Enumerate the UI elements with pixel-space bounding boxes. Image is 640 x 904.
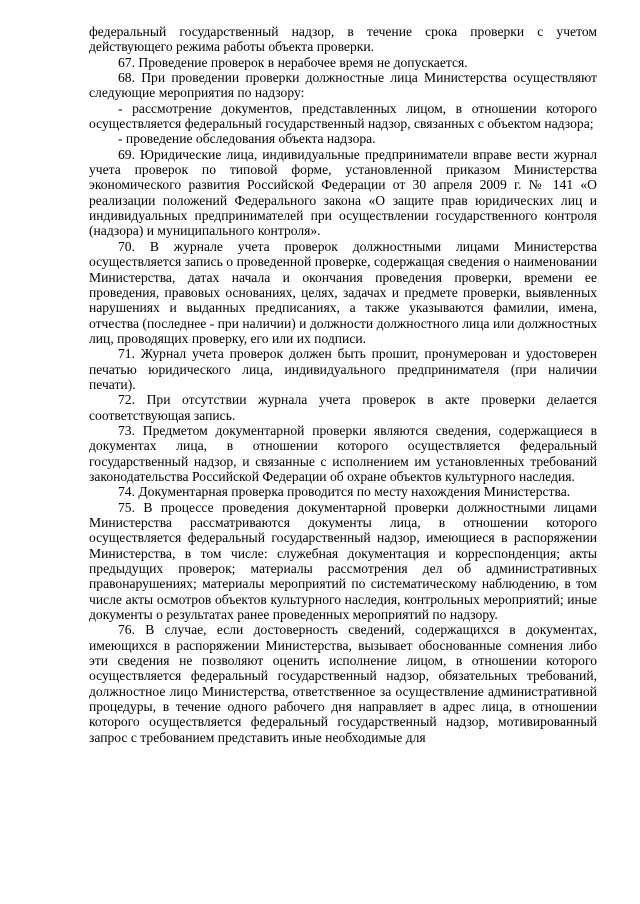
paragraph-70: 70. В журнале учета проверок должностными лицами Министерства осуществляется запись о проведенной проверке, содержащая сведения о наименовании Министерства, датах начала и окончания проведения проверки, времени ее проведения, правовых основаниях, целях, задачах и предмете проверки, выявленных нарушениях и выданных предписаниях, а также указываются фамилии, имена, отчества (последнее - при наличии) и должности должностного лица или должностных лиц, проводящих проверку, его или их подписи. [89, 238, 597, 346]
paragraph-74: 74. Документарная проверка проводится по месту нахождения Министерства. [118, 484, 571, 500]
paragraph-67: 67. Проведение проверок в нерабочее время не допускается. [118, 54, 468, 70]
paragraph-continuation: федеральный государственный надзор, в течение срока проверки с учетом действующего режима работы объекта проверки. [89, 24, 597, 55]
paragraph-75: 75. В процессе проведения документарной проверки должностными лицами Министерства рассматриваются документы лица, в отношении которого осуществляется федеральный государственный надзор, имеющиеся в распоряжении Министерства, в том числе: служебная документация и корреспонденция; акты предыдущих проверок; материалы рассмотрения дел об административных правонарушениях; материалы мероприятий по систематическому наблюдению, в том числе акты осмотров объектов культурного наследия, контрольных мероприятий; иные документы о результатах ранее проведенных мероприятий по надзору. [89, 499, 597, 623]
paragraph-72: 72. При отсутствии журнала учета проверок в акте проверки делается соответствующая запись. [89, 392, 597, 423]
paragraph-68: 68. При проведении проверки должностные лица Министерства осуществляют следующие мероприятия по надзору: [89, 70, 597, 101]
paragraph-69: 69. Юридические лица, индивидуальные предприниматели вправе вести журнал учета проверок по типовой форме, установленной приказом Министерства экономического развития Российской Федерации от 30 апреля 2009 г. № 141 «О реализации положений Федерального закона «О защите прав юридических лиц и индивидуальных предпринимателей при осуществлении государственного контроля (надзора) и муниципального контроля». [89, 146, 597, 239]
paragraph-71: 71. Журнал учета проверок должен быть прошит, пронумерован и удостоверен печатью юридического лица, индивидуального предпринимателя (при наличии печати). [89, 346, 597, 392]
paragraph-73: 73. Предметом документарной проверки являются сведения, содержащиеся в документах лица, в отношении которого осуществляется федеральный государственный надзор, и связанные с исполнением им установленных требований законодательства Российской Федерации об охране объектов культурного наследия. [89, 422, 597, 484]
paragraph-76: 76. В случае, если достоверность сведений, содержащихся в документах, имеющихся в распоряжении Министерства, вызывает обоснованные сомнения либо эти сведения не позволяют оценить исполнение лицом, в отношении которого осуществляется федеральный государственный надзор, обязательных требований, должностное лицо Министерства, ответственное за осуществление административной процедуры, в течение одного рабочего дня направляет в адрес лица, в отношении которого осуществляется федеральный государственный надзор, мотивированный запрос с требованием представить иные необходимые для [89, 622, 597, 745]
document-page [89, 24, 597, 745]
paragraph-68-item-2: - проведение обследования объекта надзора. [118, 131, 376, 147]
paragraph-68-item-1: - рассмотрение документов, представленных лицом, в отношении которого осуществляется федеральный государственный надзор, связанных с объектом надзора; [89, 100, 597, 132]
